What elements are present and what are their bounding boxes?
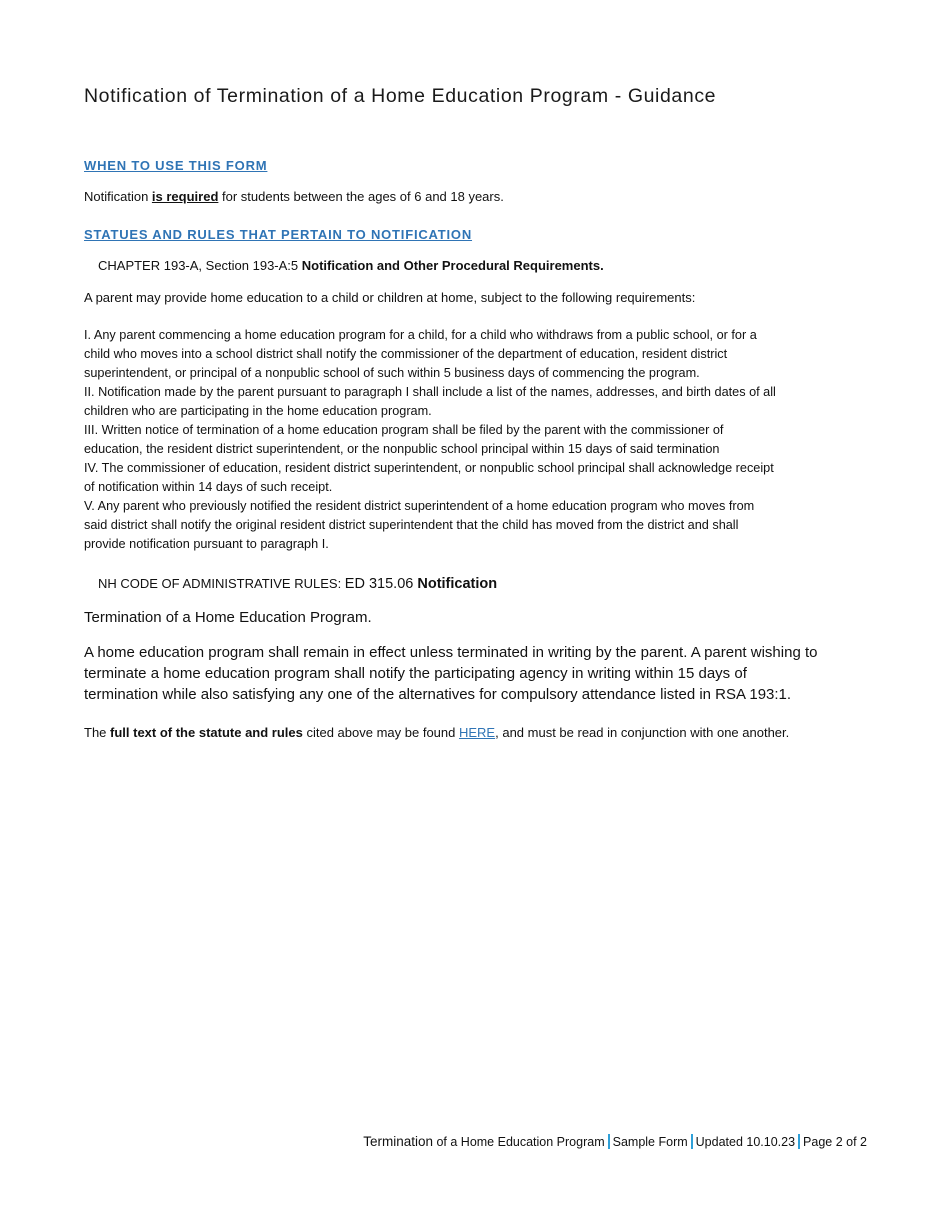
here-link[interactable]: HERE (458, 725, 496, 740)
list-line: V. Any parent who previously notified the resident district superintendent of a home education program who moves from (84, 499, 755, 513)
when-heading: WHEN TO USE THIS FORM (84, 158, 268, 173)
full-text-line (84, 723, 789, 742)
full-text-pre: The (84, 725, 111, 740)
when-text-required: is required (151, 189, 219, 204)
when-text-pre: Notification (84, 189, 152, 204)
footer-program: of a Home Education Program (433, 1135, 605, 1149)
nh-code-line (98, 574, 497, 594)
nh-ed: ED 315.06 (344, 576, 418, 592)
list-line: I. Any parent commencing a home education program for a child, for a child who withdraws from a public school, or for a (84, 328, 757, 342)
nh-bold: Notification (417, 576, 498, 592)
full-text-bold: full text of the statute and rules (110, 725, 303, 740)
termination-title: Termination of a Home Education Program. (84, 609, 372, 626)
page-title: Notification of Termination of a Home Education Program - Guidance (84, 85, 717, 107)
nh-pre: NH CODE OF ADMINISTRATIVE RULES: (98, 576, 345, 591)
list-line: superintendent, or principal of a nonpublic school of such within 5 business days of commencing the program. (84, 366, 700, 380)
requirements-list (84, 326, 884, 554)
footer-sample: Sample Form (612, 1135, 688, 1149)
footer-separator (798, 1134, 800, 1149)
chapter-pre: CHAPTER 193-A, Section 193-A:5 (98, 258, 302, 273)
intro-text: A parent may provide home education to a child or children at home, subject to the following requirements: (84, 290, 696, 305)
list-line: of notification within 14 days of such receipt. (84, 480, 333, 494)
termination-paragraph (84, 642, 817, 705)
list-line: III. Written notice of termination of a home education program shall be filed by the parent with the commissioner of (84, 423, 724, 437)
list-line: education, the resident district superintendent, or the nonpublic school principal within 15 days of said termination (84, 442, 720, 456)
list-line: children who are participating in the home education program. (84, 404, 432, 418)
footer-separator (691, 1134, 693, 1149)
list-line: said district shall notify the original resident district superintendent that the child has moved from the district and shall (84, 518, 739, 532)
when-text-post: for students between the ages of 6 and 18 years. (218, 189, 504, 204)
chapter-line (98, 256, 604, 275)
page-footer (363, 1134, 867, 1149)
list-line: provide notification pursuant to paragraph I. (84, 537, 329, 551)
termination-line: A home education program shall remain in effect unless terminated in writing by the parent. A parent wishing to (84, 644, 818, 661)
when-text (84, 187, 504, 206)
footer-separator (608, 1134, 610, 1149)
list-line: IV. The commissioner of education, resident district superintendent, or nonpublic school principal shall acknowledge receipt (84, 461, 774, 475)
list-line: II. Notification made by the parent pursuant to paragraph I shall include a list of the names, addresses, and birth dates of all (84, 385, 776, 399)
statutes-heading: STATUES AND RULES THAT PERTAIN TO NOTIFICATION (84, 227, 473, 242)
list-line: child who moves into a school district shall notify the commissioner of the department of education, resident district (84, 347, 728, 361)
footer-updated: Updated 10.10.23 (695, 1135, 796, 1149)
full-text-mid: cited above may be found (302, 725, 459, 740)
termination-line: termination while also satisfying any one of the alternatives for compulsory attendance listed in RSA 193:1. (84, 686, 792, 703)
footer-page: Page 2 of 2 (803, 1135, 867, 1149)
footer-termination: Termination (363, 1134, 433, 1149)
termination-line: terminate a home education program shall notify the participating agency in writing within 15 days of (84, 665, 747, 682)
full-text-post: , and must be read in conjunction with one another. (495, 725, 790, 740)
chapter-bold: Notification and Other Procedural Requirements. (301, 258, 604, 273)
